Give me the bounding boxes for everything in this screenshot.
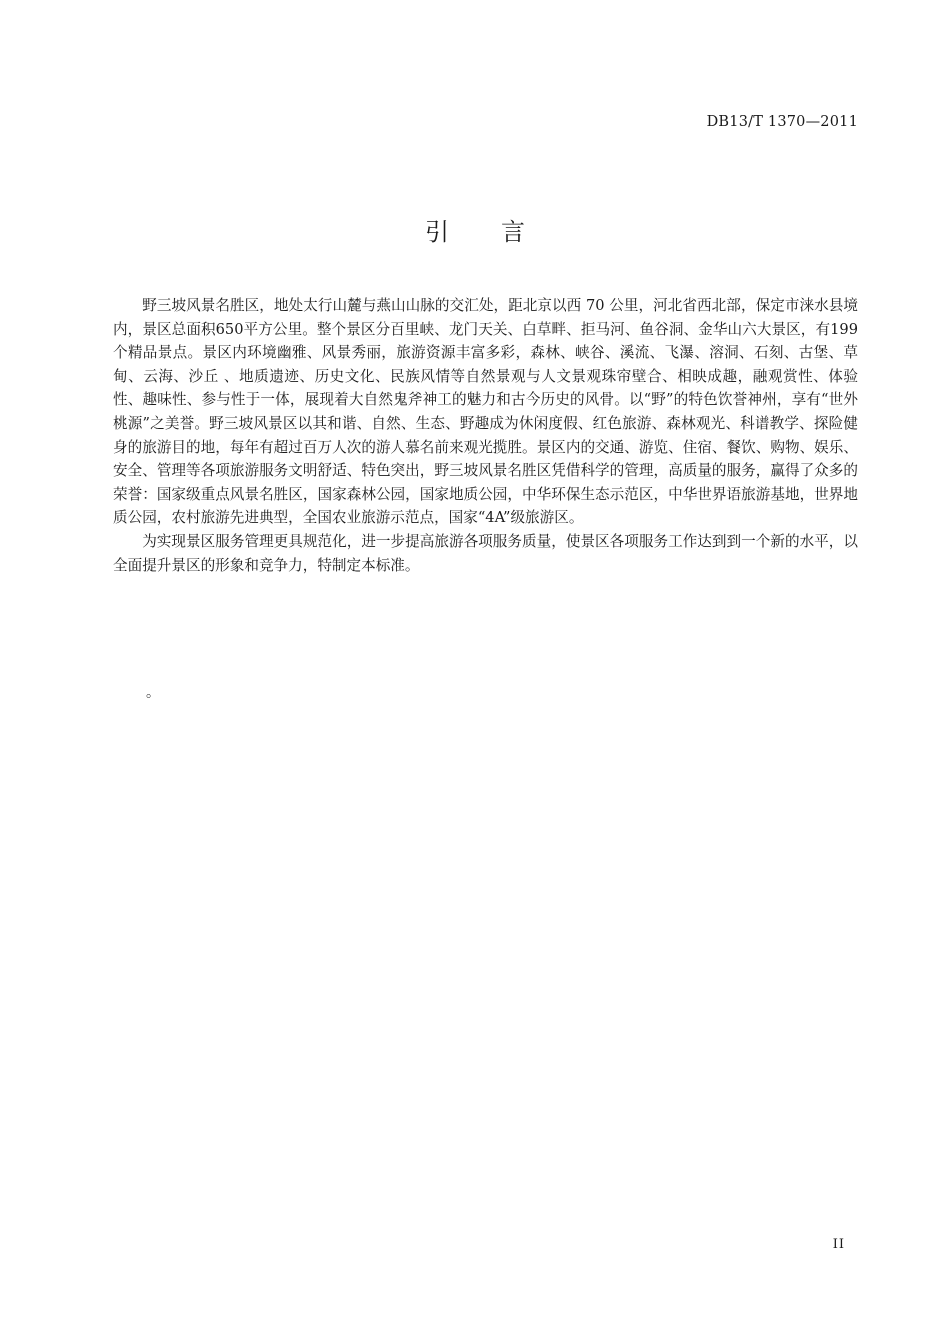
page-number: II [832,1237,845,1252]
section-title-char-1: 引 [425,218,449,246]
section-title [0,212,950,247]
paragraph-2: 为实现景区服务管理更具规范化，进一步提高旅游各项服务质量，使景区各项服务工作达到到一个新的水平，以全面提升景区的形象和竞争力，特制定本标准。 [113,532,858,574]
trailing-mark: 。 [146,685,160,701]
introduction-body [113,294,858,577]
paragraph-1: 野三坡风景名胜区，地处太行山麓与燕山山脉的交汇处，距北京以西 70 公里，河北省西北部，保定市涞水县境内，景区总面积650平方公里。整个景区分百里峡、龙门天关、白草畔、拒马河、鱼谷洞、金华山六大景区，有199个精品景点。景区内环境幽雅、风景秀丽，旅游资源丰富多彩，森林、峡谷、溪流、飞瀑、溶洞、石刻、古堡、草甸、云海、沙丘 、地质遗迹、历史文化、民族风情等自然景观与人文景观珠帘壁合、相映成趣，融观赏性、体验性、趣味性、参与性于一体，展现着大自然鬼斧神工的魅力和古今历史的风骨。以“野”的特色饮誉神州，享有“世外桃源”之美誉。野三坡风景区以其和谐、自然、生态、野趣成为休闲度假、红色旅游、森林观光、科谱教学、探险健身的旅游目的地，每年有超过百万人次的游人慕名前来观光揽胜。景区内的交通、游览、住宿、餐饮、购物、娱乐、安全、管理等各项旅游服务文明舒适、特色突出，野三坡风景名胜区凭借科学的管理，高质量的服务，赢得了众多的荣誉：国家级重点风景名胜区，国家森林公园，国家地质公园，中华环保生态示范区，中华世界语旅游基地，世界地质公园，农村旅游先进典型，全国农业旅游示范点，国家“4A”级旅游区。 [113,297,858,527]
standard-code: DB13/T 1370—2011 [706,114,858,130]
section-title-char-2: 言 [501,218,525,246]
